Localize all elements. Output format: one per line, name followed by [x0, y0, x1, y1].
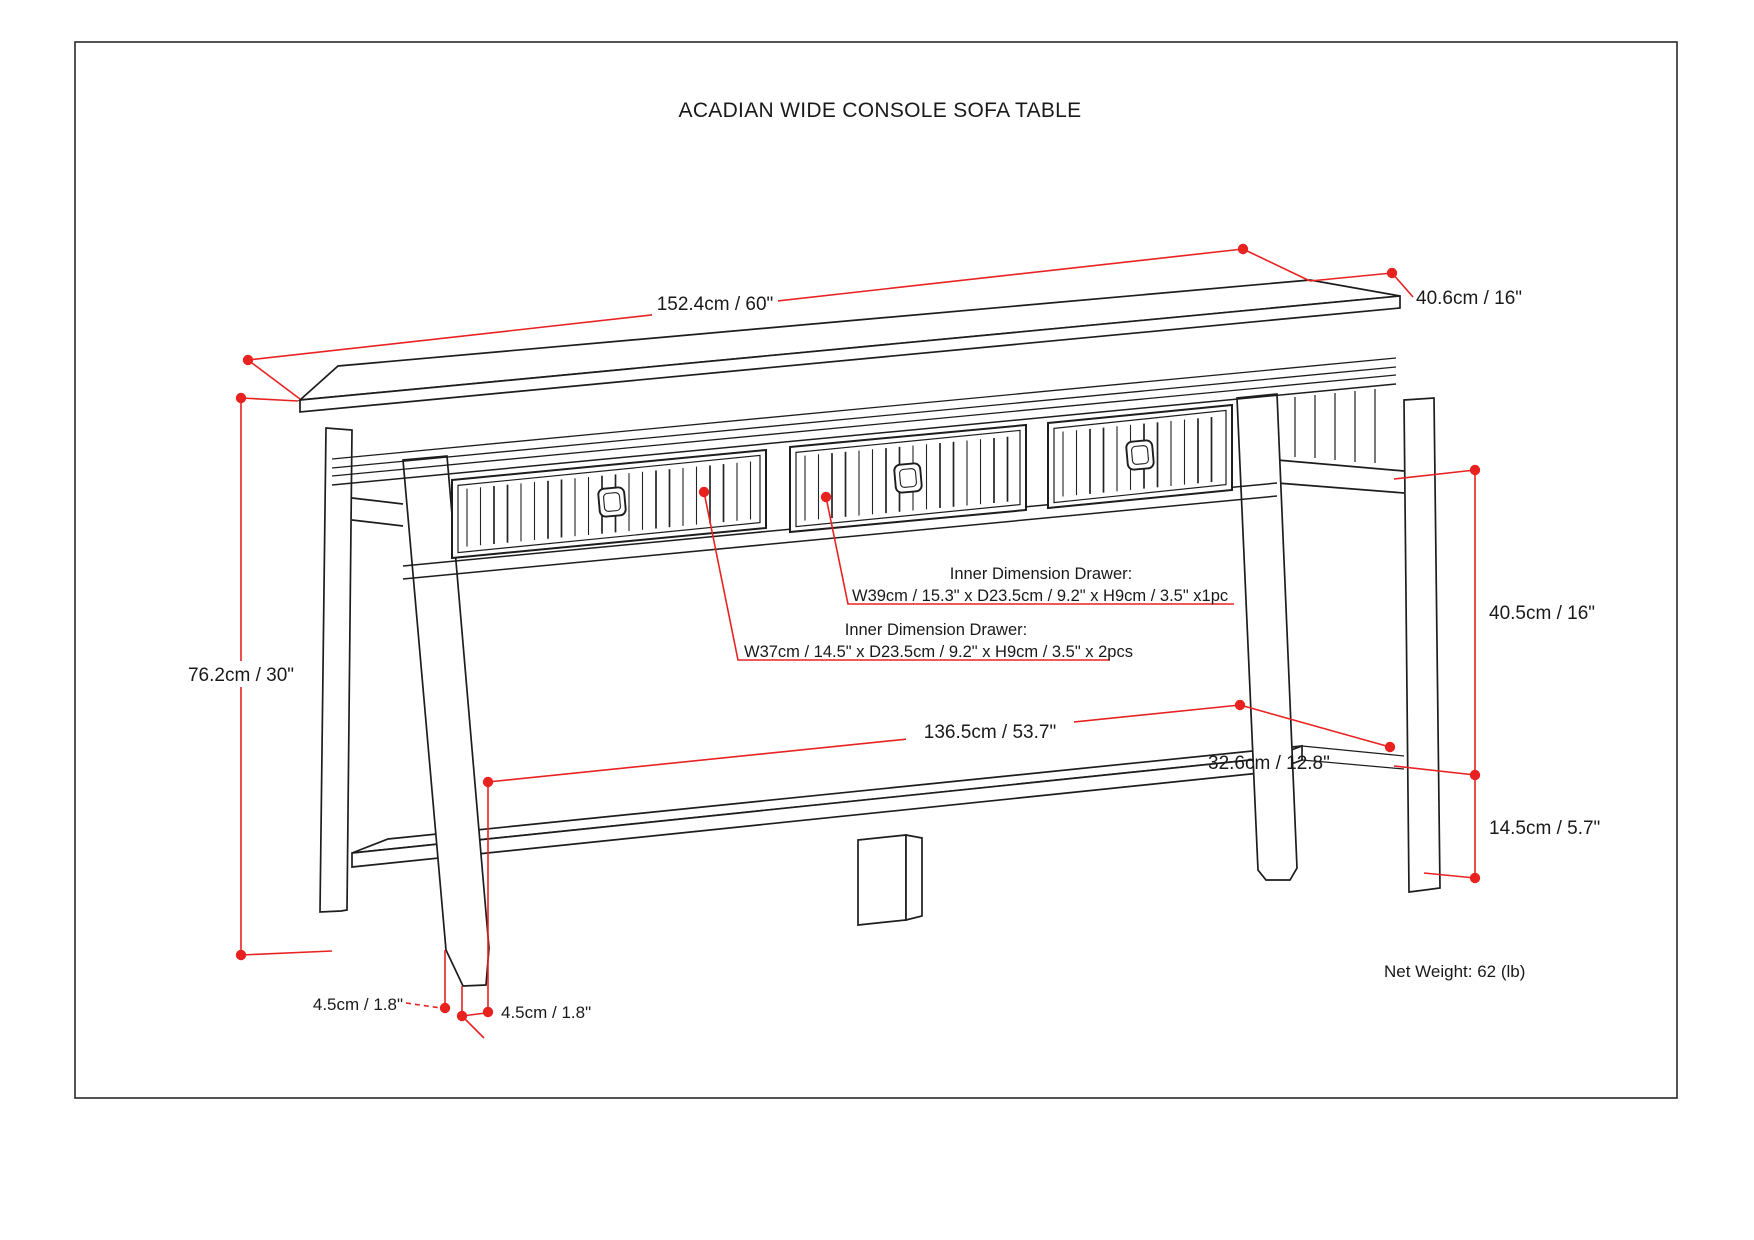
label-top-depth: 40.6cm / 16" [1416, 288, 1523, 309]
label-leg-width: 4.5cm / 1.8" [501, 1003, 592, 1022]
drawer-note-middle-heading: Inner Dimension Drawer: [949, 565, 1133, 583]
drawer-note-side-detail: W37cm / 14.5" x D23.5cm / 9.2" x H9cm / 3.5" x 2pcs [744, 643, 1133, 661]
center-support [858, 835, 922, 925]
label-total-height: 76.2cm / 30" [187, 665, 295, 686]
back-right-leg [1404, 398, 1440, 892]
drawer-knob [894, 463, 922, 493]
drawer-note-middle-detail: W39cm / 15.3" x D23.5cm / 9.2" x H9cm / 3.5" x1pc [852, 587, 1229, 605]
label-top-length: 152.4cm / 60" [656, 294, 774, 315]
drawer-knob [1126, 440, 1154, 470]
label-opening-height: 40.5cm / 16" [1489, 603, 1596, 624]
back-left-leg [320, 428, 352, 912]
label-shelf-depth: 32.6cm / 12.8" [1208, 753, 1330, 774]
label-shelf-length: 136.5cm / 53.7" [923, 722, 1057, 743]
label-shelf-clearance: 14.5cm / 5.7" [1489, 818, 1601, 839]
drawer-knob [598, 487, 626, 517]
net-weight-label: Net Weight: 62 (lb) [1384, 962, 1526, 981]
drawer-note-side-heading: Inner Dimension Drawer: [844, 621, 1028, 639]
label-leg-depth: 4.5cm / 1.8" [312, 995, 403, 1014]
page-title: ACADIAN WIDE CONSOLE SOFA TABLE [678, 99, 1082, 122]
